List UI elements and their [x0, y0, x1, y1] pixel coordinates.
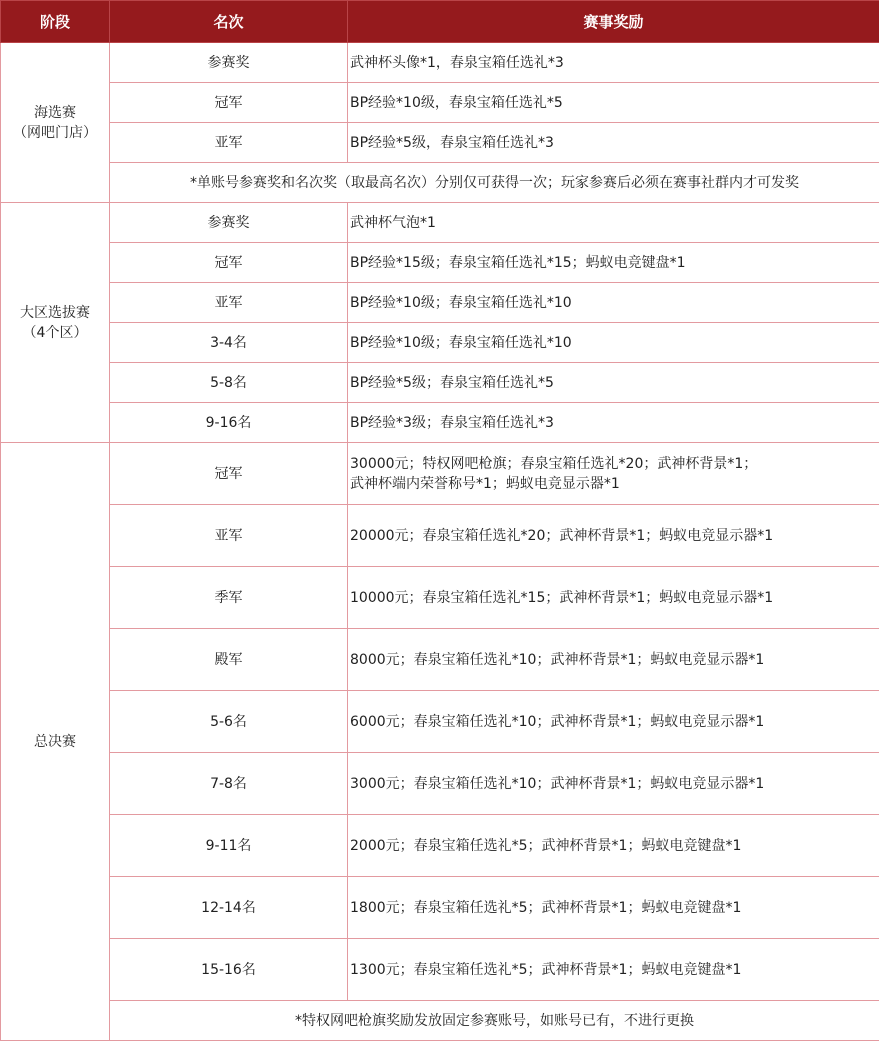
table-row	[1, 123, 879, 163]
rank-cell: 冠军	[110, 83, 348, 123]
stage-cell-qualifier	[1, 43, 110, 203]
reward-cell: 20000元；春泉宝箱任选礼*20；武神杯背景*1；蚂蚁电竞显示器*1	[348, 505, 879, 567]
header-rank: 名次	[110, 1, 348, 43]
table-row	[1, 283, 879, 323]
rank-cell: 季军	[110, 567, 348, 629]
table-row	[1, 203, 879, 243]
reward-cell: BP经验*10级；春泉宝箱任选礼*10	[348, 283, 879, 323]
reward-cell	[348, 443, 879, 505]
reward-cell: BP经验*15级；春泉宝箱任选礼*15；蚂蚁电竞键盘*1	[348, 243, 879, 283]
table-row	[1, 323, 879, 363]
rank-cell: 5-8名	[110, 363, 348, 403]
note-cell: *单账号参赛奖和名次奖（取最高名次）分别仅可获得一次；玩家参赛后必须在赛事社群内才可发奖	[110, 163, 879, 203]
rank-cell: 亚军	[110, 283, 348, 323]
rank-cell: 冠军	[110, 243, 348, 283]
table-row	[1, 443, 879, 505]
rank-cell: 7-8名	[110, 753, 348, 815]
rank-cell: 参赛奖	[110, 203, 348, 243]
table-row	[1, 939, 879, 1001]
note-row	[1, 1001, 879, 1041]
rank-cell: 12-14名	[110, 877, 348, 939]
reward-cell: BP经验*3级；春泉宝箱任选礼*3	[348, 403, 879, 443]
reward-cell: 1300元；春泉宝箱任选礼*5；武神杯背景*1；蚂蚁电竞键盘*1	[348, 939, 879, 1001]
reward-line: 武神杯端内荣誉称号*1；蚂蚁电竞显示器*1	[350, 475, 620, 492]
stage-name: 总决赛	[34, 733, 76, 750]
reward-cell: BP经验*10级，春泉宝箱任选礼*5	[348, 83, 879, 123]
rank-cell: 3-4名	[110, 323, 348, 363]
reward-cell: BP经验*10级；春泉宝箱任选礼*10	[348, 323, 879, 363]
stage-cell-finals	[1, 443, 110, 1041]
stage-name: 海选赛	[34, 104, 76, 121]
note-row	[1, 163, 879, 203]
table-row	[1, 567, 879, 629]
note-cell: *特权网吧枪旗奖励发放固定参赛账号，如账号已有，不进行更换	[110, 1001, 879, 1041]
rank-cell: 殿军	[110, 629, 348, 691]
table-row	[1, 629, 879, 691]
table-row	[1, 691, 879, 753]
reward-cell: 武神杯头像*1，春泉宝箱任选礼*3	[348, 43, 879, 83]
stage-subtitle: （4个区）	[22, 324, 88, 341]
header-row	[1, 1, 879, 43]
table-row	[1, 505, 879, 567]
reward-cell: 1800元；春泉宝箱任选礼*5；武神杯背景*1；蚂蚁电竞键盘*1	[348, 877, 879, 939]
table-row	[1, 753, 879, 815]
stage-name: 大区选拔赛	[20, 304, 90, 321]
reward-cell: 6000元；春泉宝箱任选礼*10；武神杯背景*1；蚂蚁电竞显示器*1	[348, 691, 879, 753]
reward-cell: 8000元；春泉宝箱任选礼*10；武神杯背景*1；蚂蚁电竞显示器*1	[348, 629, 879, 691]
rank-cell: 9-16名	[110, 403, 348, 443]
reward-cell: BP经验*5级，春泉宝箱任选礼*3	[348, 123, 879, 163]
rank-cell: 亚军	[110, 123, 348, 163]
reward-line: 30000元；特权网吧枪旗；春泉宝箱任选礼*20；武神杯背景*1；	[350, 455, 758, 472]
header-stage: 阶段	[1, 1, 110, 43]
stage-subtitle: （网吧门店）	[13, 124, 97, 141]
reward-cell: BP经验*5级；春泉宝箱任选礼*5	[348, 363, 879, 403]
table-row	[1, 243, 879, 283]
reward-cell: 10000元；春泉宝箱任选礼*15；武神杯背景*1；蚂蚁电竞显示器*1	[348, 567, 879, 629]
stage-cell-regional	[1, 203, 110, 443]
rank-cell: 参赛奖	[110, 43, 348, 83]
rank-cell: 亚军	[110, 505, 348, 567]
rank-cell: 5-6名	[110, 691, 348, 753]
table-row	[1, 403, 879, 443]
table-row	[1, 43, 879, 83]
table-row	[1, 363, 879, 403]
table-row	[1, 83, 879, 123]
rank-cell: 9-11名	[110, 815, 348, 877]
rank-cell: 15-16名	[110, 939, 348, 1001]
reward-cell: 武神杯气泡*1	[348, 203, 879, 243]
table-row	[1, 815, 879, 877]
header-reward: 赛事奖励	[348, 1, 879, 43]
rank-cell: 冠军	[110, 443, 348, 505]
reward-cell: 3000元；春泉宝箱任选礼*10；武神杯背景*1；蚂蚁电竞显示器*1	[348, 753, 879, 815]
reward-cell: 2000元；春泉宝箱任选礼*5；武神杯背景*1；蚂蚁电竞键盘*1	[348, 815, 879, 877]
table-row	[1, 877, 879, 939]
